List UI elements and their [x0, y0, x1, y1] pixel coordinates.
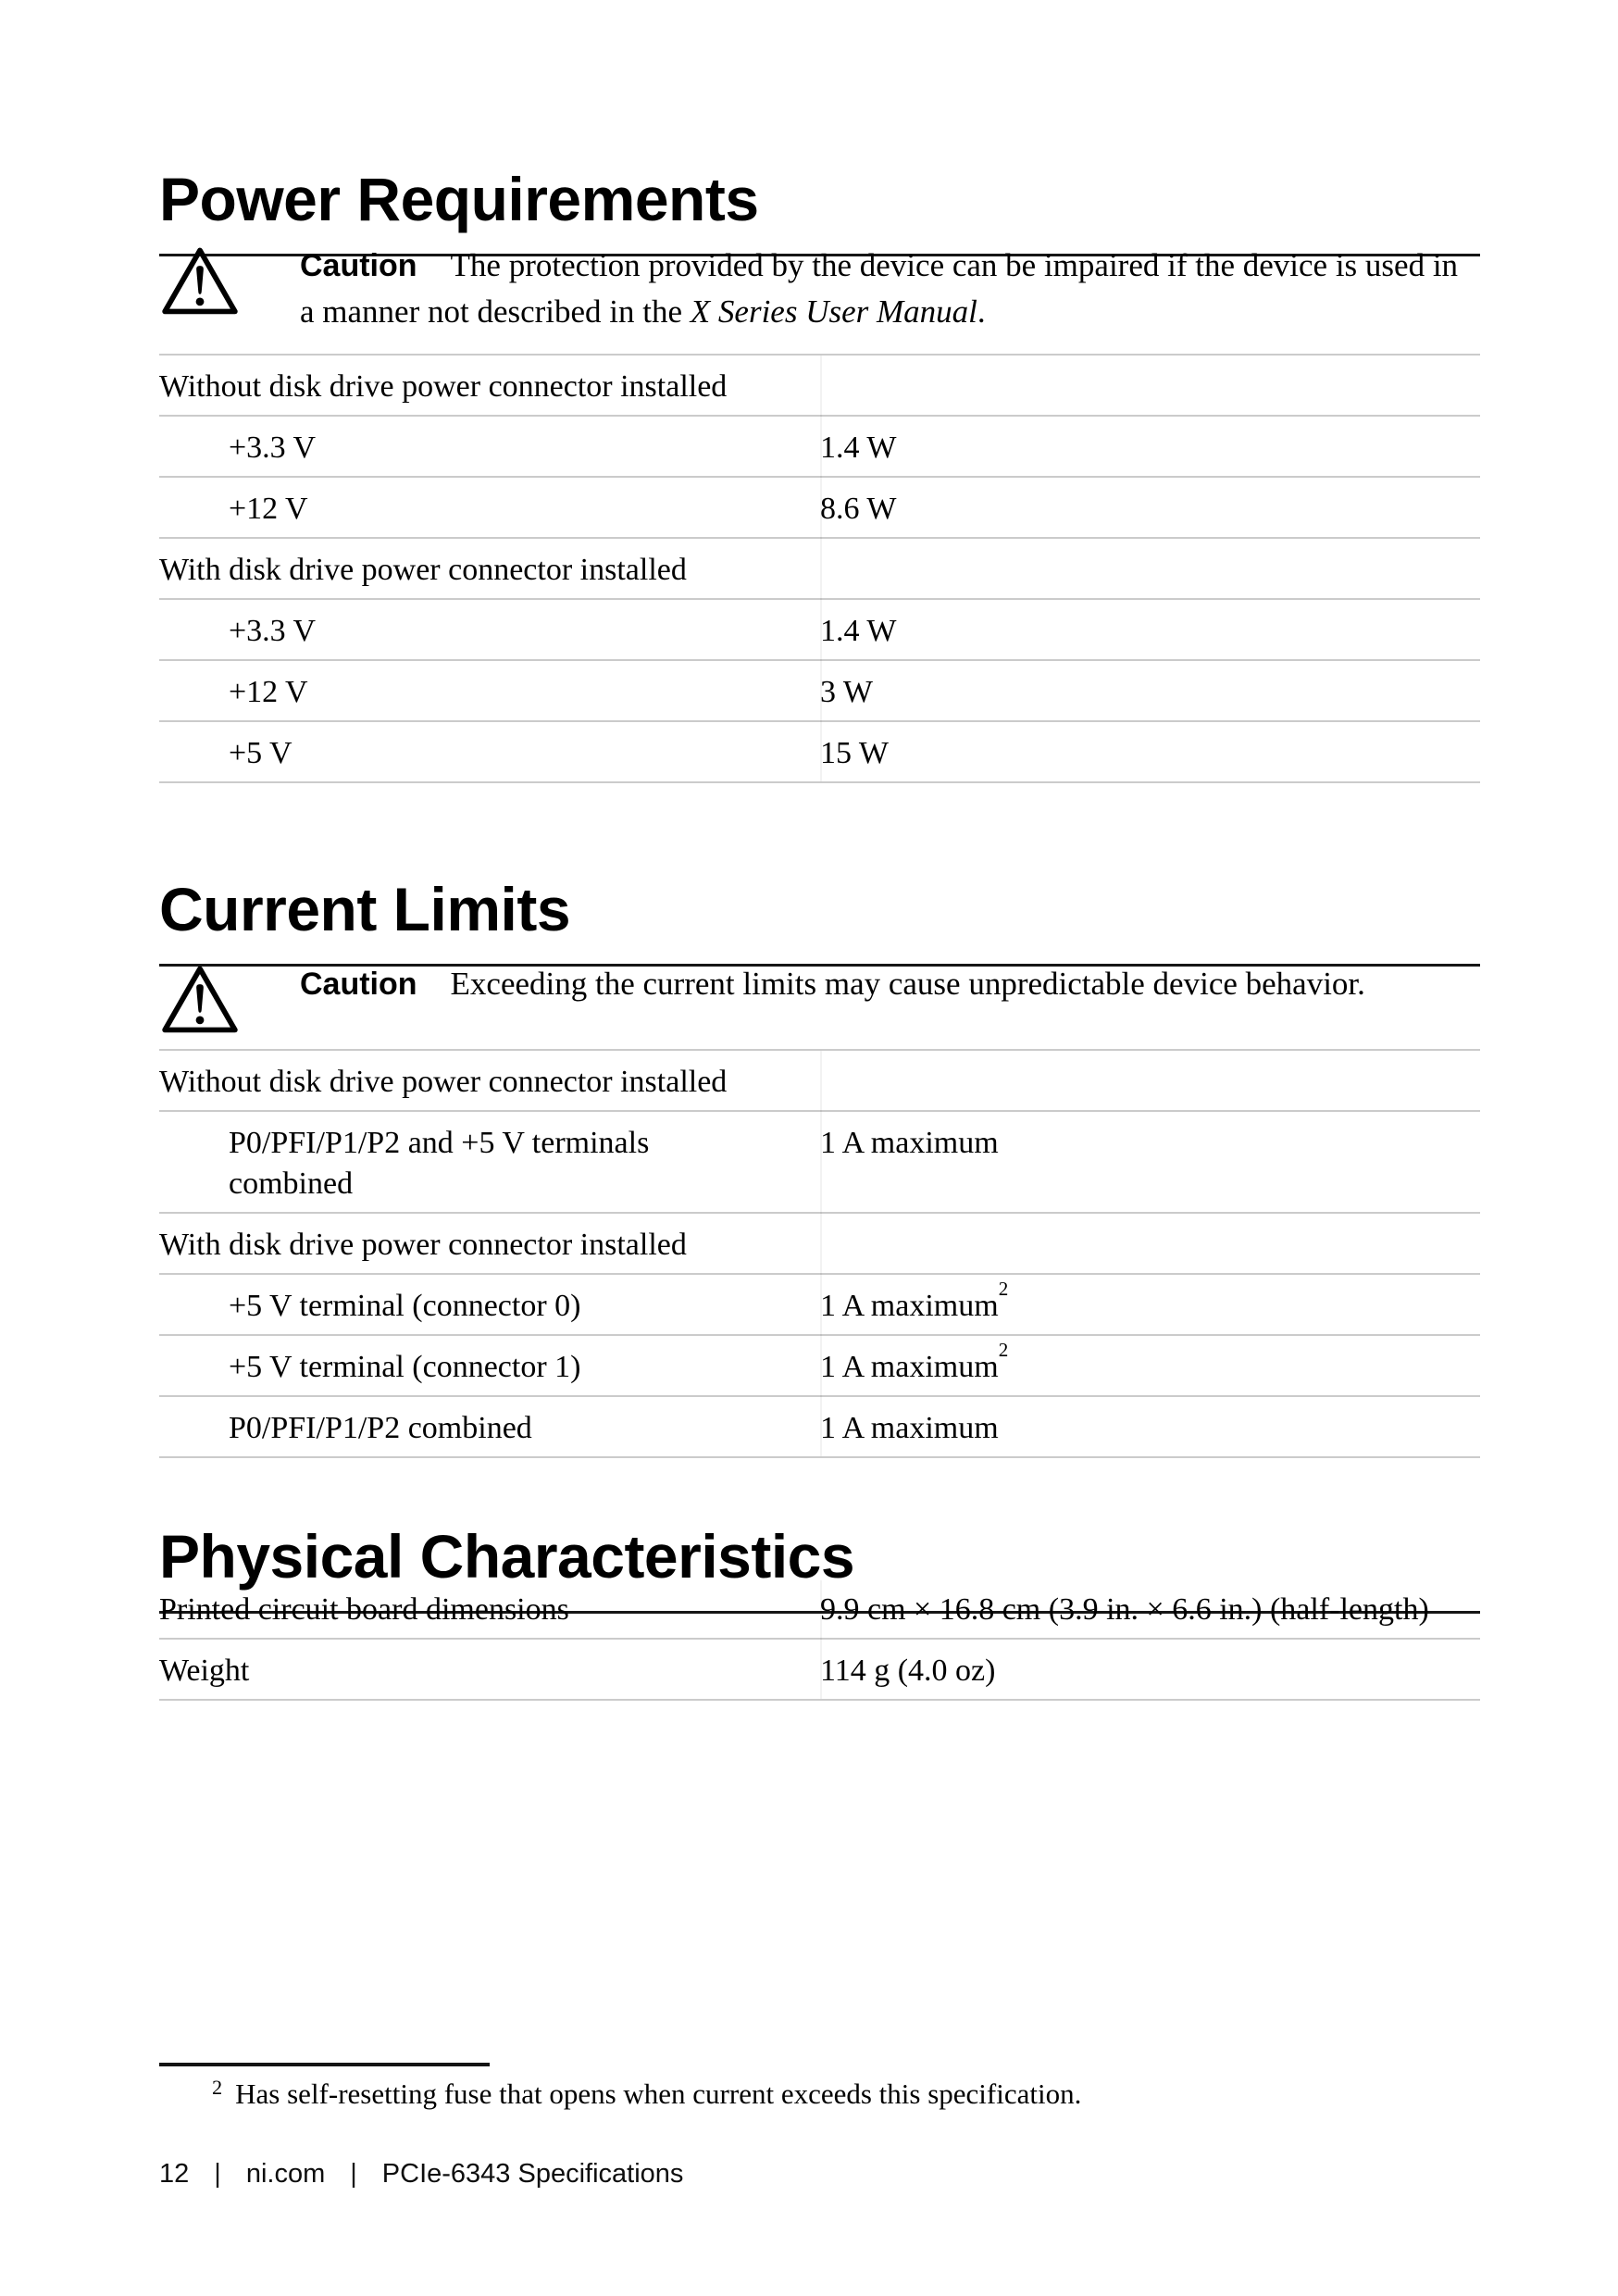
- value-text: 15 W: [820, 736, 889, 770]
- caution-body-end: .: [977, 293, 986, 330]
- warning-triangle-icon: [159, 963, 241, 1035]
- warning-triangle-icon: [159, 244, 241, 321]
- warning-triangle-icon: [159, 244, 241, 317]
- row-label: Printed circuit board dimensions: [159, 1592, 569, 1627]
- table-column-divider: [820, 1580, 822, 1699]
- value-text: 1.4 W: [820, 430, 897, 465]
- row-label: +12 V: [229, 492, 308, 526]
- power-requirements-table: [159, 354, 1480, 783]
- row-value: [820, 1651, 1480, 1691]
- row-value: [820, 672, 1480, 713]
- footer-separator: |: [214, 2159, 221, 2189]
- warning-triangle-icon: [159, 963, 241, 1040]
- value-text: 1 A maximum: [820, 1289, 999, 1323]
- caution-block-current: [159, 961, 1480, 1040]
- footnote-reference: 2: [998, 1339, 1009, 1362]
- caution-text: [300, 243, 1475, 335]
- footnote-separator-rule: [159, 2063, 490, 2066]
- current-limits-table: [159, 1049, 1480, 1458]
- row-label: Weight: [159, 1653, 250, 1688]
- row-label: +5 V: [229, 736, 292, 770]
- caution-body-italic: X Series User Manual: [690, 293, 977, 330]
- row-section-label: With disk drive power connector installed: [159, 553, 687, 587]
- row-value: [820, 1408, 1480, 1449]
- row-value: [820, 1339, 1480, 1388]
- row-value: [820, 1278, 1480, 1327]
- caution-label: Caution: [300, 967, 417, 1002]
- row-label: +3.3 V: [229, 430, 317, 465]
- table-column-divider: [820, 1051, 822, 1456]
- row-value: [820, 489, 1480, 530]
- footer-page-number: 12: [159, 2159, 190, 2189]
- row-value: [820, 1590, 1480, 1630]
- row-value: [820, 428, 1480, 468]
- row-value: [820, 1123, 1480, 1164]
- value-text: 1.4 W: [820, 614, 897, 648]
- footer-separator: |: [350, 2159, 357, 2189]
- footnote: [159, 2074, 1437, 2117]
- section-title-current-limits: Current Limits: [159, 877, 1480, 967]
- value-text: 3 W: [820, 675, 873, 709]
- row-label: +5 V terminal (connector 1): [229, 1350, 581, 1384]
- caution-body: Exceeding the current limits may cause unpredictable device behavior.: [450, 966, 1365, 1002]
- row-label: P0/PFI/P1/P2 combined: [229, 1411, 532, 1445]
- row-value: [820, 611, 1480, 652]
- caution-text: [300, 961, 1475, 1007]
- table-column-divider: [820, 356, 822, 781]
- footnote-text: Has self-resetting fuse that opens when current exceeds this specification.: [235, 2078, 1082, 2110]
- section-title-physical-characteristics: Physical Characteristics: [159, 1524, 1480, 1614]
- section-title-power-requirements: Power Requirements: [159, 167, 1480, 256]
- physical-characteristics-table: [159, 1578, 1480, 1701]
- value-text: 8.6 W: [820, 492, 897, 526]
- value-text: 1 A maximum: [820, 1350, 999, 1384]
- row-value: [820, 733, 1480, 774]
- caution-body: The protection provided by the device can be impaired if the device is used in a manner not described in the: [300, 247, 1459, 330]
- footnote-reference: 2: [998, 1278, 1009, 1301]
- page-footer: [159, 2159, 683, 2190]
- value-text: 1 A maximum: [820, 1411, 999, 1445]
- value-text: 114 g (4.0 oz): [820, 1653, 996, 1688]
- row-section-label: Without disk drive power connector installed: [159, 1065, 728, 1099]
- value-text: 9.9 cm × 16.8 cm (3.9 in. × 6.6 in.) (half-length): [820, 1592, 1429, 1627]
- footnote-marker: 2: [212, 2075, 223, 2099]
- footer-site: ni.com: [245, 2159, 326, 2189]
- row-label: +5 V terminal (connector 0): [229, 1289, 581, 1323]
- row-label: P0/PFI/P1/P2 and +5 V terminals combined: [229, 1126, 650, 1201]
- value-text: 1 A maximum: [820, 1126, 999, 1160]
- row-label: +12 V: [229, 675, 308, 709]
- row-section-label: With disk drive power connector installed: [159, 1228, 687, 1262]
- footer-doc-title: PCIe-6343 Specifications: [381, 2159, 684, 2189]
- caution-block-power: [159, 243, 1480, 335]
- caution-label: Caution: [300, 248, 417, 283]
- row-section-label: Without disk drive power connector installed: [159, 369, 728, 404]
- row-label: +3.3 V: [229, 614, 317, 648]
